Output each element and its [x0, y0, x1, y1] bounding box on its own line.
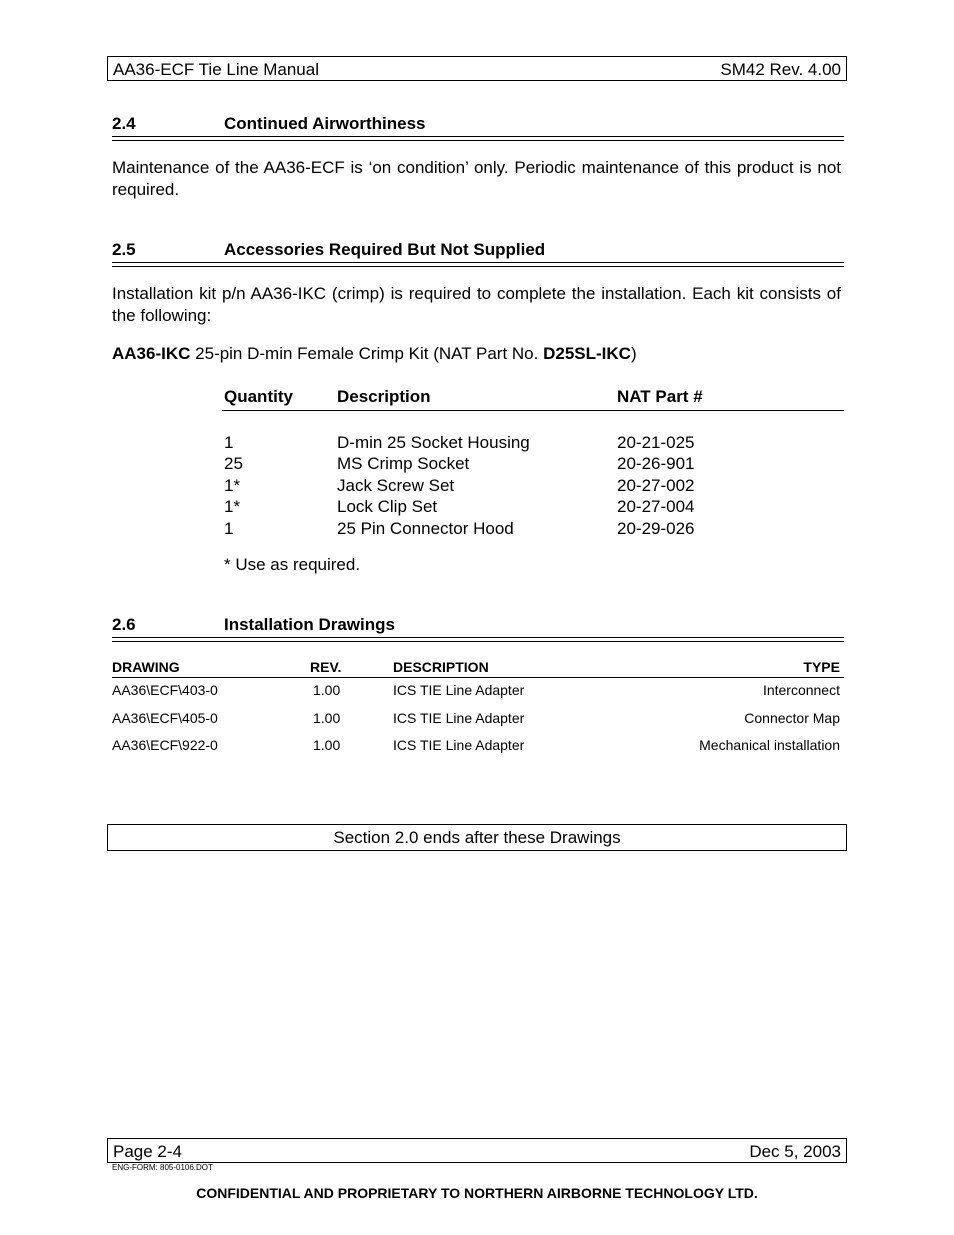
heading-rule	[112, 136, 844, 137]
kit-cell-part: 20-29-026	[617, 519, 695, 538]
drawings-header-type: TYPE	[803, 659, 840, 675]
drawing-type: Interconnect	[762, 682, 840, 698]
drawings-header-description: DESCRIPTION	[393, 659, 489, 675]
drawings-header-drawing: DRAWING	[112, 659, 180, 675]
section-heading-2-6	[112, 615, 844, 641]
nat-part-number: D25SL-IKC	[543, 344, 631, 363]
section-number: 2.6	[112, 615, 136, 634]
kit-cell-qty: 25	[224, 454, 243, 473]
section-number: 2.4	[112, 114, 136, 133]
drawing-rev: 1.00	[313, 737, 341, 753]
drawing-description: ICS TIE Line Adapter	[393, 710, 525, 726]
section-title: Accessories Required But Not Supplied	[224, 240, 546, 259]
kit-header-quantity: Quantity	[224, 387, 293, 406]
section-heading-2-4	[112, 114, 844, 140]
drawing-type: Mechanical installation	[699, 737, 840, 753]
section-title: Continued Airworthiness	[224, 114, 426, 133]
kit-cell-qty: 1*	[224, 497, 241, 516]
drawing-number: AA36\ECF\405-0	[112, 710, 218, 726]
drawing-number: AA36\ECF\403-0	[112, 682, 218, 698]
section-heading-2-5	[112, 240, 844, 266]
page-header	[107, 56, 847, 81]
heading-rule	[112, 140, 844, 141]
airworthiness-paragraph: Maintenance of the AA36-ECF is ‘on condition’ only. Periodic maintenance of this product is not required.	[112, 158, 841, 199]
drawing-description: ICS TIE Line Adapter	[393, 682, 525, 698]
kit-cell-desc: Lock Clip Set	[337, 497, 438, 516]
kit-cell-qty: 1	[224, 519, 234, 538]
heading-rule	[112, 266, 844, 267]
manual-title: AA36-ECF Tie Line Manual	[113, 60, 319, 79]
drawings-header-rev: REV.	[310, 659, 342, 675]
manual-revision: SM42 Rev. 4.00	[720, 60, 841, 79]
heading-rule	[112, 637, 844, 638]
kit-description-line	[112, 344, 637, 364]
accessories-paragraph: Installation kit p/n AA36-IKC (crimp) is required to complete the installation. Each kit consists of the following:	[112, 284, 841, 325]
kit-cell-qty: 1*	[224, 476, 241, 495]
usage-note: * Use as required.	[224, 555, 361, 574]
kit-header-rule	[222, 410, 844, 411]
page-footer	[107, 1138, 847, 1163]
heading-rule	[112, 262, 844, 263]
kit-header-part: NAT Part #	[617, 387, 703, 406]
kit-cell-part: 20-21-025	[617, 433, 695, 452]
section-number: 2.5	[112, 240, 136, 259]
kit-cell-qty: 1	[224, 433, 234, 452]
heading-rule	[112, 641, 844, 642]
kit-part-number: AA36-IKC	[112, 344, 191, 363]
drawing-description: ICS TIE Line Adapter	[393, 737, 525, 753]
kit-cell-desc: Jack Screw Set	[337, 476, 455, 495]
kit-description: 25-pin D-min Female Crimp Kit (NAT Part No.	[190, 344, 544, 363]
kit-cell-desc: D-min 25 Socket Housing	[337, 433, 530, 452]
drawing-type: Connector Map	[744, 710, 840, 726]
drawing-rev: 1.00	[313, 710, 341, 726]
section-title: Installation Drawings	[224, 615, 395, 634]
document-date: Dec 5, 2003	[749, 1142, 841, 1161]
kit-cell-part: 20-27-004	[617, 497, 695, 516]
kit-cell-desc: MS Crimp Socket	[337, 454, 470, 473]
form-id: ENG-FORM: 805-0106.DOT	[112, 1163, 213, 1172]
drawings-header-rule	[112, 677, 844, 678]
kit-header-description: Description	[337, 387, 431, 406]
kit-cell-desc: 25 Pin Connector Hood	[337, 519, 514, 538]
kit-cell-part: 20-27-002	[617, 476, 695, 495]
confidential-notice: CONFIDENTIAL AND PROPRIETARY TO NORTHERN AIRBORNE TECHNOLOGY LTD.	[196, 1185, 758, 1201]
kit-cell-part: 20-26-901	[617, 454, 695, 473]
kit-line-end: )	[630, 344, 637, 363]
drawing-rev: 1.00	[313, 682, 341, 698]
drawing-number: AA36\ECF\922-0	[112, 737, 218, 753]
section-end-note: Section 2.0 ends after these Drawings	[107, 824, 847, 851]
page-number: Page 2-4	[113, 1142, 182, 1161]
